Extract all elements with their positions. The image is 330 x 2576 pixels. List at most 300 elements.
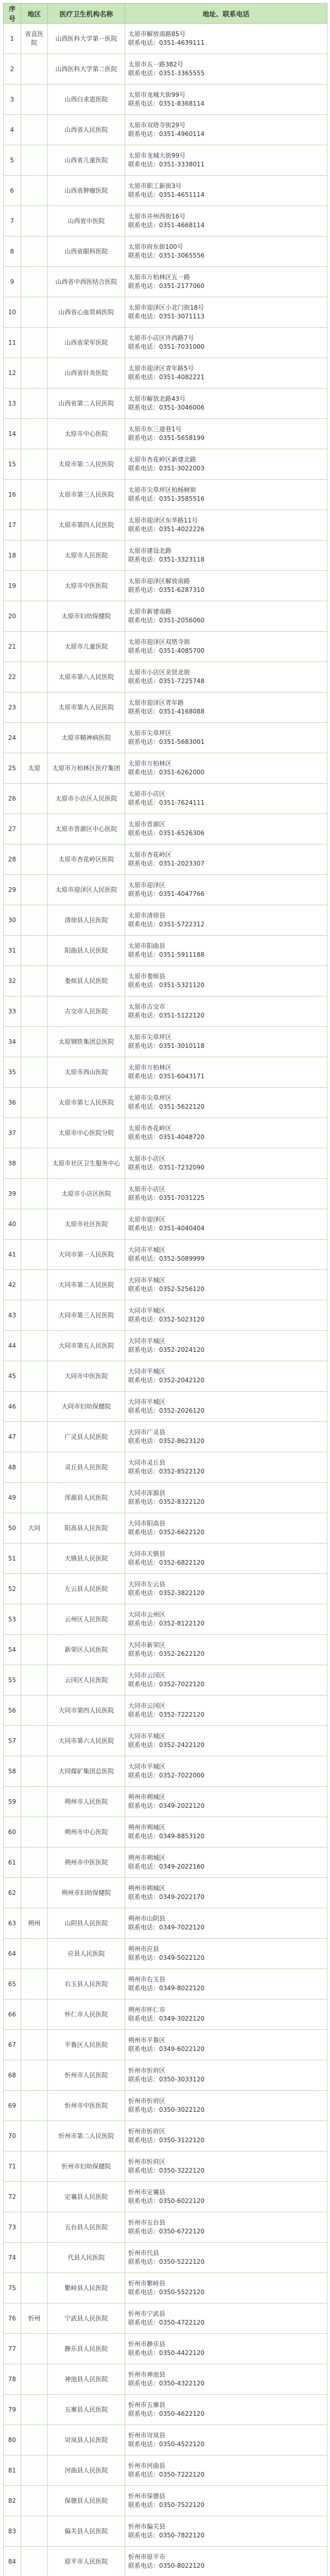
row-region [21,571,48,601]
row-number: 23 [4,692,21,723]
row-number: 32 [4,966,21,996]
row-address: 太原市迎泽区 [128,882,166,889]
row-institution-name: 广灵县人民医院 [48,1422,125,1452]
row-phone: 联系电话：0351-7031225 [128,1194,205,1201]
row-region [21,328,48,358]
row-institution-name: 静乐县人民医院 [48,2334,125,2364]
row-number: 68 [4,2060,21,2091]
row-region [21,632,48,662]
row-address: 太原市古交市 [128,1003,166,1010]
row-address-cell [125,1726,327,1756]
row-institution-name: 太原市小店区人民医院 [48,784,125,814]
row-number: 28 [4,844,21,875]
table-header-row [4,4,327,24]
row-address: 太原市解放南路85号 [128,30,186,38]
row-number: 58 [4,1756,21,1787]
row-institution-name: 灵丘县人民医院 [48,1452,125,1483]
row-institution-name: 天镇县人民医院 [48,1544,125,1574]
row-region [21,1148,48,1179]
row-address: 忻州市河曲县 [128,2462,166,2469]
row-region [21,1452,48,1483]
row-number: 35 [4,1057,21,1088]
row-number: 29 [4,875,21,905]
row-address-cell [125,1848,327,1878]
row-address: 忻州市岢岚县 [128,2432,166,2439]
row-number: 64 [4,1939,21,1969]
row-number: 25 [4,753,21,784]
row-region [21,115,48,145]
row-region: 太原 [21,753,48,784]
row-phone: 联系电话：0351-3010118 [128,1042,205,1049]
row-phone: 联系电话：0351-4040404 [128,1225,205,1232]
row-address: 大同市云冈区 [128,1672,166,1679]
row-address-cell [125,723,327,753]
row-address: 朔州市朔城区 [128,1854,166,1861]
row-number: 50 [4,1513,21,1544]
row-address-cell [125,1665,327,1696]
row-phone: 联系电话：0349-5022120 [128,1954,205,1961]
row-region [21,236,48,267]
row-phone: 联系电话：0350-3033120 [128,2076,205,2083]
row-phone: 联系电话：0349-2022170 [128,1893,205,1901]
table-row [4,145,327,176]
row-phone: 联系电话：0350-6722120 [128,2228,205,2235]
row-address: 忻州市偏关县 [128,2523,166,2530]
row-region [21,723,48,753]
row-address: 大同市平城区 [128,1733,166,1740]
row-phone: 联系电话：0350-3222120 [128,2167,205,2174]
row-address: 太原市小店区 [128,1185,166,1193]
row-number: 44 [4,1331,21,1361]
row-region [21,2030,48,2060]
table-row [4,1179,327,1209]
row-phone: 联系电话：0351-4047766 [128,890,205,897]
row-number: 12 [4,358,21,388]
row-institution-name: 浑源县人民医院 [48,1483,125,1513]
row-region [21,784,48,814]
row-address-cell [125,1544,327,1574]
table-row [4,996,327,1027]
row-phone: 联系电话：0351-3065556 [128,252,205,259]
row-institution-name: 太原市第四人民医院 [48,510,125,540]
row-address: 太原市晋源区 [128,821,166,828]
row-address-cell [125,54,327,84]
row-phone: 联系电话：0350-3122120 [128,2137,205,2144]
row-address: 太原市尖草坪区 [128,730,172,737]
row-number: 10 [4,297,21,328]
row-institution-name: 云冈区人民医院 [48,1665,125,1696]
row-address: 太原市万柏林区 [128,1064,172,1071]
row-number: 57 [4,1726,21,1756]
table-row [4,1270,327,1300]
row-phone: 联系电话：0350-7222120 [128,2471,205,2478]
row-address: 忻州市代县 [128,2249,160,2257]
row-phone: 联系电话：0350-4722120 [128,2319,205,2326]
row-address: 朔州市朔城区 [128,1824,166,1831]
row-institution-name: 太原市第三人民医院 [48,480,125,510]
row-phone: 联系电话：0351-3338011 [128,161,205,168]
row-phone: 联系电话：0352-8522120 [128,1468,205,1475]
row-institution-name: 五寨县人民医院 [48,2395,125,2425]
row-address-cell [125,419,327,449]
row-address: 太原市万柏林区五一路 [128,274,190,281]
row-address-cell [125,844,327,875]
row-address: 太原市建设北路 [128,547,172,554]
row-address: 大同市天镇县 [128,1550,166,1557]
row-phone: 联系电话：0352-2026120 [128,1407,205,1414]
table-row [4,1848,327,1878]
table-row [4,2547,327,2576]
row-region [21,1209,48,1240]
row-address: 太原市娄烦县 [128,973,166,980]
table-row [4,1604,327,1635]
row-institution-name: 定襄县人民医院 [48,2182,125,2212]
row-region [21,1878,48,1908]
table-row [4,2273,327,2303]
row-address: 太原市迎泽区青年路5号 [128,365,194,372]
row-institution-name: 宁武县人民医院 [48,2303,125,2334]
row-phone: 联系电话：0351-6526306 [128,829,205,837]
row-address: 大同市新荣区 [128,1641,166,1649]
table-row [4,1878,327,1908]
table-row [4,723,327,753]
row-institution-name: 阳曲县人民医院 [48,936,125,966]
row-address: 太原市双塔寺街29号 [128,122,186,129]
row-phone: 联系电话：0349-7022120 [128,1924,205,1931]
row-institution-name: 应县人民医院 [48,1939,125,1969]
row-address-cell [125,2060,327,2091]
row-phone: 联系电话：0350-3022120 [128,2106,205,2113]
row-address-cell [125,1696,327,1726]
row-institution-name: 新荣区人民医院 [48,1635,125,1665]
table-row [4,1756,327,1787]
row-region: 省直医院 [21,24,48,54]
table-row [4,24,327,54]
table-row [4,875,327,905]
row-address-cell [125,1057,327,1088]
table-row [4,1665,327,1696]
row-phone: 联系电话：0350-4322120 [128,2380,205,2387]
row-address-cell [125,2455,327,2486]
row-number: 26 [4,784,21,814]
row-address-cell [125,1452,327,1483]
row-address: 朔州市朔城区 [128,1885,166,1892]
row-address-cell [125,2395,327,2425]
row-region [21,875,48,905]
row-phone: 联系电话：0351-4085700 [128,647,205,654]
row-phone: 联系电话：0351-3071113 [128,313,205,320]
row-phone: 联系电话：0351-4668114 [128,222,205,229]
row-address: 大同市平城区 [128,1337,166,1345]
row-institution-name: 朔州市妇幼保健院 [48,1878,125,1908]
row-number: 51 [4,1544,21,1574]
row-institution-name: 太原市杏花岭区医院 [48,844,125,875]
row-address-cell [125,2121,327,2151]
row-region [21,1604,48,1635]
row-region [21,2060,48,2091]
row-phone: 联系电话：0351-7232090 [128,1164,205,1171]
row-institution-name: 太原钢铁集团总医院 [48,1027,125,1057]
row-region [21,2455,48,2486]
row-phone: 联系电话：0351-2056060 [128,617,205,624]
row-phone: 联系电话：0349-8022120 [128,1985,205,1992]
row-address-cell [125,1756,327,1787]
table-row [4,2030,327,2060]
row-institution-name: 怀仁市人民医院 [48,1999,125,2030]
row-region [21,662,48,692]
row-address: 大同市平城区 [128,1246,166,1253]
row-number: 18 [4,540,21,571]
row-address: 忻州市五寨县 [128,2401,166,2409]
row-institution-name: 河曲县人民医院 [48,2455,125,2486]
row-address-cell [125,814,327,844]
row-number: 49 [4,1483,21,1513]
row-phone: 联系电话：0352-8122120 [128,1620,205,1627]
table-row [4,1999,327,2030]
row-address: 太原市杏花岭区新建北路 [128,456,197,463]
row-phone: 联系电话：0351-8368114 [128,100,205,107]
table-row [4,2212,327,2243]
row-region [21,1057,48,1088]
row-institution-name: 山阴县人民医院 [48,1908,125,1939]
row-address-cell [125,236,327,267]
row-address-cell [125,2516,327,2547]
row-address-cell [125,1604,327,1635]
row-phone: 联系电话：0352-7222120 [128,1711,205,1718]
row-region [21,2243,48,2273]
row-phone: 联系电话：0351-3365555 [128,70,205,77]
row-institution-name: 五台县人民医院 [48,2212,125,2243]
row-address-cell [125,1513,327,1544]
row-address: 太原市并州西街16号 [128,213,186,220]
row-region [21,692,48,723]
row-number: 78 [4,2364,21,2395]
row-institution-name: 太原市儿童医院 [48,632,125,662]
row-address-cell [125,1787,327,1817]
row-address: 太原市东三道巷1号 [128,426,182,433]
table-row [4,1118,327,1148]
row-region [21,1331,48,1361]
row-number: 63 [4,1908,21,1939]
row-address: 忻州市繁峙县 [128,2280,166,2287]
row-institution-name: 大同市中医医院 [48,1361,125,1392]
row-phone: 联系电话：0350-5222120 [128,2258,205,2265]
row-region [21,1422,48,1452]
row-address-cell [125,2425,327,2455]
row-address: 朔州市山阴县 [128,1915,166,1922]
row-phone: 联系电话：0352-2042120 [128,1377,205,1384]
row-number: 8 [4,236,21,267]
row-address: 太原市杏花岭区 [128,851,172,858]
row-address-cell [125,176,327,206]
row-region [21,1544,48,1574]
row-institution-name: 忻州市中医医院 [48,2091,125,2121]
row-region [21,905,48,936]
row-address-cell [125,1148,327,1179]
row-number: 77 [4,2334,21,2364]
row-address-cell [125,1635,327,1665]
row-address-cell [125,692,327,723]
row-phone: 联系电话：0349-8853120 [128,1833,205,1840]
row-address: 忻州市忻府区 [128,2067,166,2074]
row-address: 大同市灵丘县 [128,1459,166,1466]
row-address-cell [125,2303,327,2334]
row-number: 9 [4,267,21,297]
row-phone: 联系电话：0352-8623120 [128,1437,205,1445]
row-address-cell [125,753,327,784]
table-row [4,2395,327,2425]
table-row [4,2243,327,2273]
row-number: 62 [4,1878,21,1908]
row-address-cell [125,2212,327,2243]
row-address: 太原市尖草坪区柏杨树街 [128,486,197,494]
row-address: 忻州市五台县 [128,2219,166,2226]
row-address: 忻州市神池县 [128,2371,166,2378]
row-address-cell [125,510,327,540]
row-number: 74 [4,2243,21,2273]
row-phone: 联系电话：0350-7522120 [128,2501,205,2509]
row-phone: 联系电话：0352-7022120 [128,1681,205,1688]
row-number: 2 [4,54,21,84]
row-region [21,2151,48,2182]
row-phone: 联系电话：0351-3046006 [128,404,205,411]
row-phone: 联系电话：0352-8322120 [128,1498,205,1505]
row-address-cell [125,145,327,176]
table-row [4,1726,327,1756]
row-region: 朔州 [21,1908,48,1939]
row-address: 太原市尖草坪区 [128,1094,172,1101]
row-region [21,1665,48,1696]
row-number: 59 [4,1787,21,1817]
row-phone: 联系电话：0352-6622120 [128,1529,205,1536]
row-number: 13 [4,388,21,419]
row-region [21,54,48,84]
row-address-cell [125,601,327,632]
table-row [4,510,327,540]
row-address-cell [125,996,327,1027]
row-address-cell [125,2151,327,2182]
table-row [4,236,327,267]
table-row [4,449,327,480]
row-region [21,1270,48,1300]
row-address: 太原市解放北路43号 [128,395,186,402]
row-address-cell [125,1209,327,1240]
row-number: 21 [4,632,21,662]
row-region [21,2364,48,2395]
row-number: 24 [4,723,21,753]
row-number: 3 [4,84,21,115]
row-institution-name: 忻州市妇幼保健院 [48,2151,125,2182]
table-row [4,388,327,419]
row-phone: 联系电话：0352-5023120 [128,1316,205,1323]
row-address-cell [125,1483,327,1513]
row-address: 大同市云冈区 [128,1702,166,1709]
row-region [21,1574,48,1604]
row-address-cell [125,540,327,571]
row-number: 30 [4,905,21,936]
row-region [21,2516,48,2547]
row-institution-name: 山西省肿瘤医院 [48,176,125,206]
row-region [21,145,48,176]
table-row [4,753,327,784]
row-number: 79 [4,2395,21,2425]
row-institution-name: 山西省中医院 [48,206,125,236]
row-address: 太原市职工新街3号 [128,182,182,190]
row-phone: 联系电话：0351-6262000 [128,769,205,776]
row-number: 67 [4,2030,21,2060]
row-institution-name: 太原市中心医院 [48,419,125,449]
table-row [4,1574,327,1604]
table-row [4,1361,327,1392]
row-address-cell [125,905,327,936]
row-number: 61 [4,1848,21,1878]
row-address: 大同市平城区 [128,1763,166,1770]
row-region [21,510,48,540]
row-region [21,2212,48,2243]
table-row [4,2091,327,2121]
row-institution-name: 代县人民医院 [48,2243,125,2273]
row-address: 大同市浑源县 [128,1489,166,1497]
row-phone: 联系电话：0351-5622120 [128,1103,205,1110]
row-region [21,1088,48,1118]
table-row [4,784,327,814]
table-row [4,1209,327,1240]
table-row [4,2364,327,2395]
row-phone: 联系电话：0351-3323118 [128,556,205,563]
row-region [21,966,48,996]
row-phone: 联系电话：0351-6287310 [128,586,205,594]
row-region [21,480,48,510]
row-region [21,2486,48,2516]
table-row [4,1422,327,1452]
table-row [4,1057,327,1088]
row-number: 76 [4,2303,21,2334]
row-institution-name: 太原市人民医院 [48,540,125,571]
row-phone: 联系电话：0351-4960114 [128,130,205,138]
row-number: 55 [4,1665,21,1696]
row-number: 73 [4,2212,21,2243]
row-region [21,1361,48,1392]
row-number: 16 [4,480,21,510]
row-address-cell [125,1361,327,1392]
row-institution-name: 古交市人民医院 [48,996,125,1027]
table-row [4,692,327,723]
row-phone: 联系电话：0351-4082221 [128,374,205,381]
row-phone: 联系电话：0351-7624111 [128,799,205,806]
row-address: 忻州市定襄县 [128,2189,166,2196]
row-phone: 联系电话：0350-4622120 [128,2410,205,2417]
row-region [21,2395,48,2425]
row-phone: 联系电话：0351-7225748 [128,677,205,685]
row-region [21,2273,48,2303]
row-number: 48 [4,1452,21,1483]
row-address-cell [125,2182,327,2212]
row-number: 38 [4,1148,21,1179]
table-row [4,1027,327,1057]
row-region [21,176,48,206]
row-address-cell [125,1118,327,1148]
row-address-cell [125,936,327,966]
row-region [21,449,48,480]
row-phone: 联系电话：0350-4422120 [128,2349,205,2357]
row-region [21,206,48,236]
row-region [21,844,48,875]
row-institution-name: 大同煤矿集团总医院 [48,1756,125,1787]
row-phone: 联系电话：0352-5089999 [128,1255,205,1262]
row-number: 75 [4,2273,21,2303]
table-row [4,601,327,632]
row-address-cell [125,2243,327,2273]
